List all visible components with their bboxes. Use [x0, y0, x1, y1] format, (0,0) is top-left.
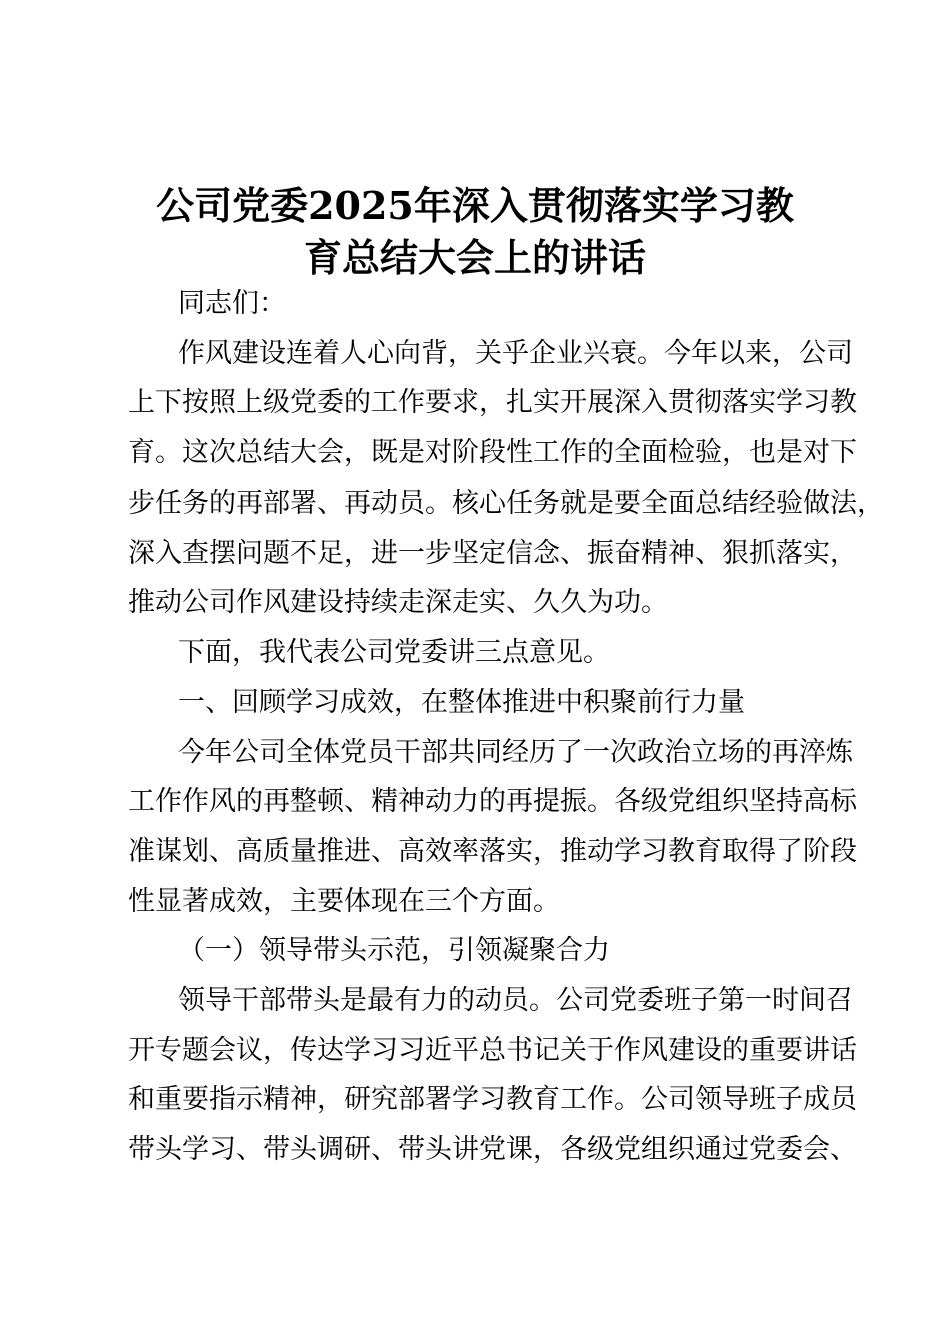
document-title-line-1: 公司党委2025年深入贯彻落实学习教: [156, 183, 794, 228]
paragraph-line: 和重要指示精神，研究部署学习教育工作。公司领导班子成员: [128, 1084, 857, 1115]
paragraph-line: 深入查摆问题不足，进一步坚定信念、振奋精神、狠抓落实，: [128, 538, 857, 569]
paragraph-line: 推动公司作风建设持续走深走实、久久为功。: [128, 587, 668, 618]
paragraph-line: 育。这次总结大会，既是对阶段性工作的全面检验，也是对下: [128, 437, 857, 468]
paragraph-line: 带头学习、带头调研、带头讲党课，各级党组织通过党委会、: [128, 1134, 857, 1165]
paragraph-line: 上下按照上级党委的工作要求，扎实开展深入贯彻落实学习教: [128, 387, 857, 418]
paragraph-line: 领导干部带头是最有力的动员。公司党委班子第一时间召: [178, 985, 853, 1016]
salutation: 同志们：: [178, 288, 286, 319]
paragraph-line: 下面，我代表公司党委讲三点意见。: [178, 637, 610, 668]
paragraph-line: 开专题会议，传达学习习近平总书记关于作风建设的重要讲话: [128, 1035, 857, 1066]
paragraph-line: 步任务的再部署、再动员。核心任务就是要全面总结经验做法，: [128, 488, 884, 519]
paragraph-line: 准谋划、高质量推进、高效率落实，推动学习教育取得了阶段: [128, 836, 857, 867]
subsection-heading: （一）领导带头示范，引领凝聚合力: [178, 935, 610, 966]
paragraph-line: 工作作风的再整顿、精神动力的再提振。各级党组织坚持高标: [128, 786, 857, 817]
document-title-line-2: 育总结大会上的讲话: [303, 235, 646, 280]
section-heading: 一、回顾学习成效，在整体推进中积聚前行力量: [178, 687, 745, 718]
paragraph-line: 作风建设连着人心向背，关乎企业兴衰。今年以来，公司: [178, 338, 853, 369]
paragraph-line: 今年公司全体党员干部共同经历了一次政治立场的再淬炼: [178, 737, 853, 768]
paragraph-line: 性显著成效，主要体现在三个方面。: [128, 886, 560, 917]
